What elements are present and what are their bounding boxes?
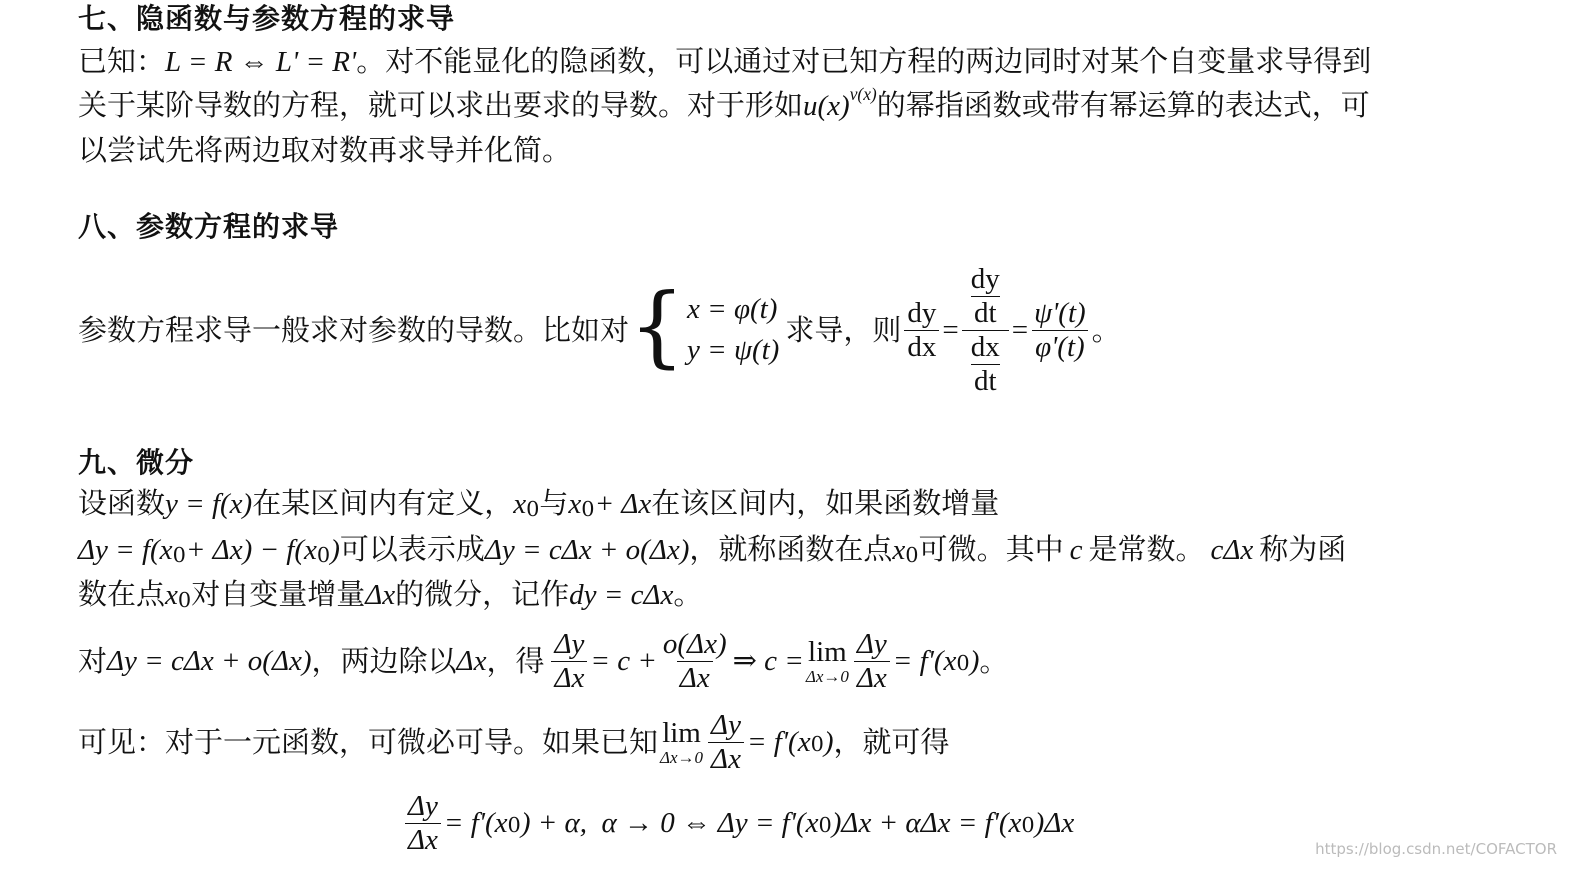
subscript: 0 [172,542,186,567]
subscript: 0 [526,496,540,521]
denominator: Δx [551,661,587,693]
limit-operator [660,716,704,767]
fraction-dy-over-dx [708,708,744,775]
text: 可以表示成 [339,532,485,566]
subscript: 0 [1021,813,1035,838]
section-9-line-4 [78,622,1008,700]
lim-subscript: Δx→0 [805,666,849,686]
numerator: dx [970,330,1000,363]
numerator: Δy [554,627,585,660]
numerator: ψ'(t) [1034,296,1086,329]
section-7-title: 七、隐函数与参数方程的求导 [78,2,456,35]
numerator: o(Δx) [662,627,727,660]
subscript: 0 [316,542,331,567]
text: 。 [673,577,703,611]
lim-text: lim [808,635,847,668]
formula: = f'(x [443,806,508,839]
text: 。对不能显化的隐函数，可以通过对已知方程的两边同时对某个自变量求导得到 [356,44,1372,78]
formula-c-dx: cΔx [1210,534,1254,566]
formula: = f'(x [892,644,957,677]
denominator: dt [971,364,1000,396]
subscript: 0 [818,813,832,838]
text: 设函数 [78,486,166,520]
denominator [962,330,1009,396]
text: 参数方程求导一般求对参数的导数。比如对 [78,312,630,347]
text: 可微。其中 [918,532,1064,566]
fraction-dx-dt [968,330,1003,397]
denominator: Δx [708,742,744,774]
fraction-dy-over-dx [405,789,441,856]
section-9-line-2 [78,532,1347,567]
parametric-system [629,274,780,378]
subscript: 0 [810,732,824,757]
fraction-psi-phi [1031,296,1089,363]
formula-dy-cdx: dy = cΔx [569,579,674,611]
formula: + Δx) − f(x [185,534,317,566]
left-brace: { [629,274,686,378]
subscript: 0 [581,496,595,521]
denominator: dx [904,330,939,362]
denominator: Δx [854,661,890,693]
system-row-x: x = φ(t) [687,293,778,325]
subscript: 0 [507,813,521,838]
numerator: Δy [408,789,438,822]
section-7-para-line-2 [78,84,1370,122]
text: 对 [78,643,108,678]
section-7-para-line-1 [78,44,1372,78]
system-row-y: y = ψ(t) [687,334,780,366]
formula: ) [969,644,980,677]
text: 在该区间内，如果函数增量 [651,486,1000,520]
formula: Δy = f(x [78,534,173,566]
formula: ) [330,534,340,566]
formula: Δy = cΔx + o(Δx) [107,644,312,677]
numerator: dy [970,262,1000,295]
formula: ⇒ c = [732,644,804,677]
text: 关于某阶导数的方程，就可以求出要求的导数。对于形如 [78,88,804,122]
text: ，两边除以 [311,643,457,678]
formula-x0: x [568,488,582,520]
formula-power-base: u(x) [803,90,850,122]
fraction-odx-over-dx [660,627,730,694]
denominator: φ'(t) [1032,330,1088,362]
text: ，就可得 [833,724,950,759]
formula: Δy = cΔx + o(Δx) [484,534,690,566]
section-7-para-line-3: 以尝试先将两边取对数再求导并化简。 [78,133,572,167]
formula-y-fx: y = f(x) [165,488,253,520]
formula-dx: Δx [365,579,396,611]
formula-power-exponent: v(x) [849,84,877,105]
compound-fraction [962,262,1009,397]
formula: = c + [590,644,657,677]
formula-plus-dx: + Δx [594,488,652,520]
watermark-url: https://blog.csdn.net/COFACTOR [1315,840,1557,858]
denominator: dt [971,296,1000,328]
text: 。 [1091,312,1121,347]
subscript: 0 [905,542,919,567]
section-9-display-formula [402,784,1074,862]
numerator: Δy [711,708,741,741]
text: 可见：对于一元函数，可微必可导。如果已知 [78,724,659,759]
section-9-line-5 [78,703,950,781]
formula: = f'(x [746,725,811,758]
text: 求导，则 [785,312,902,347]
text: 与 [539,486,569,520]
section-8-title: 八、参数方程的求导 [78,210,340,243]
text: 的微分，记作 [395,577,570,611]
section-8-formula-line [78,252,1121,408]
section-9-line-3 [78,577,703,612]
equals-sign: = [1011,313,1029,346]
text: 已知： [78,44,166,78]
fraction-dy-dx [904,296,939,363]
formula: ) [823,725,834,758]
text: 称为函 [1259,532,1347,566]
numerator: dy [907,296,937,329]
lim-text: lim [662,716,701,749]
fraction-dy-over-dx [854,627,890,694]
subscript: 0 [177,587,192,612]
text: 是常数。 [1088,532,1205,566]
formula: )Δx [1034,806,1075,839]
subscript: 0 [956,651,970,676]
text: ，就称函数在点 [689,532,893,566]
section-9-line-1 [78,486,1000,521]
section-9-title: 九、微分 [78,446,195,479]
equals-sign: = [942,313,959,346]
formula-x0: x [892,534,906,566]
formula-dx: Δx [456,644,487,677]
text: 数在点 [78,577,166,611]
text: ，得 [486,643,545,678]
limit-operator [805,635,849,686]
formula-l-equals-r: L = R ⇔ L' = R' [165,46,357,78]
fraction-dy-dt [968,262,1003,329]
lim-subscript: Δx→0 [660,747,704,767]
fraction-dy-over-dx [551,627,587,694]
formula-c: c [1069,534,1083,566]
numerator: Δy [856,627,887,660]
text: 。 [979,643,1009,678]
formula: ) + α, α → 0 ⇔ Δy = f'(x [520,806,819,839]
text: 的幂指函数或带有幂运算的表达式，可 [876,88,1370,122]
formula: )Δx + αΔx = f'(x [831,806,1022,839]
formula-x0: x [165,579,178,611]
denominator: Δx [677,661,713,693]
text: 对自变量增量 [191,577,366,611]
denominator: Δx [405,823,441,855]
text: 在某区间内有定义， [252,486,514,520]
formula-x0: x [513,488,527,520]
numerator [962,262,1009,330]
